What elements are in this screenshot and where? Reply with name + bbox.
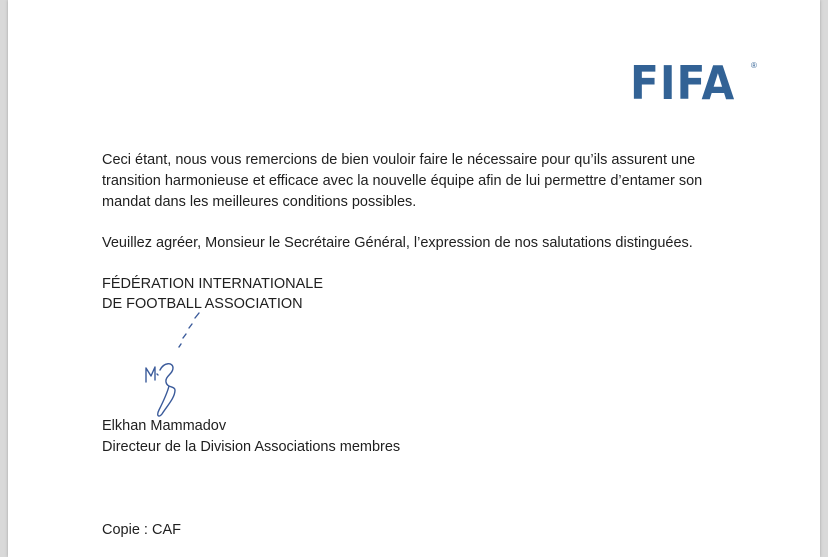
logo-text: FIFA	[630, 56, 736, 110]
closing-paragraph	[102, 150, 782, 213]
fifa-logo	[630, 56, 760, 110]
signer-title: Directeur de la Division Associations membres	[102, 439, 401, 455]
handwritten-signature	[133, 310, 213, 425]
registered-mark: ®	[751, 61, 757, 70]
copy-recipients: Copie : CAF	[102, 522, 181, 538]
paragraph-line: transition harmonieuse et efficace avec la nouvelle équipe afin de lui permettre d’entamer son	[102, 173, 703, 189]
letter-page	[8, 0, 820, 557]
paragraph-line: Ceci étant, nous vous remercions de bien vouloir faire le nécessaire pour qu’ils assurent une	[102, 152, 696, 168]
organization-name	[102, 274, 323, 314]
signer-block	[102, 416, 400, 458]
organization-line: DE FOOTBALL ASSOCIATION	[102, 296, 303, 312]
paragraph-line: mandat dans les meilleures conditions possibles.	[102, 194, 417, 210]
organization-line: FÉDÉRATION INTERNATIONALE	[102, 276, 324, 292]
signer-name: Elkhan Mammadov	[102, 418, 227, 434]
salutation-paragraph: Veuillez agréer, Monsieur le Secrétaire Général, l’expression de nos salutations distinguées.	[102, 235, 693, 251]
